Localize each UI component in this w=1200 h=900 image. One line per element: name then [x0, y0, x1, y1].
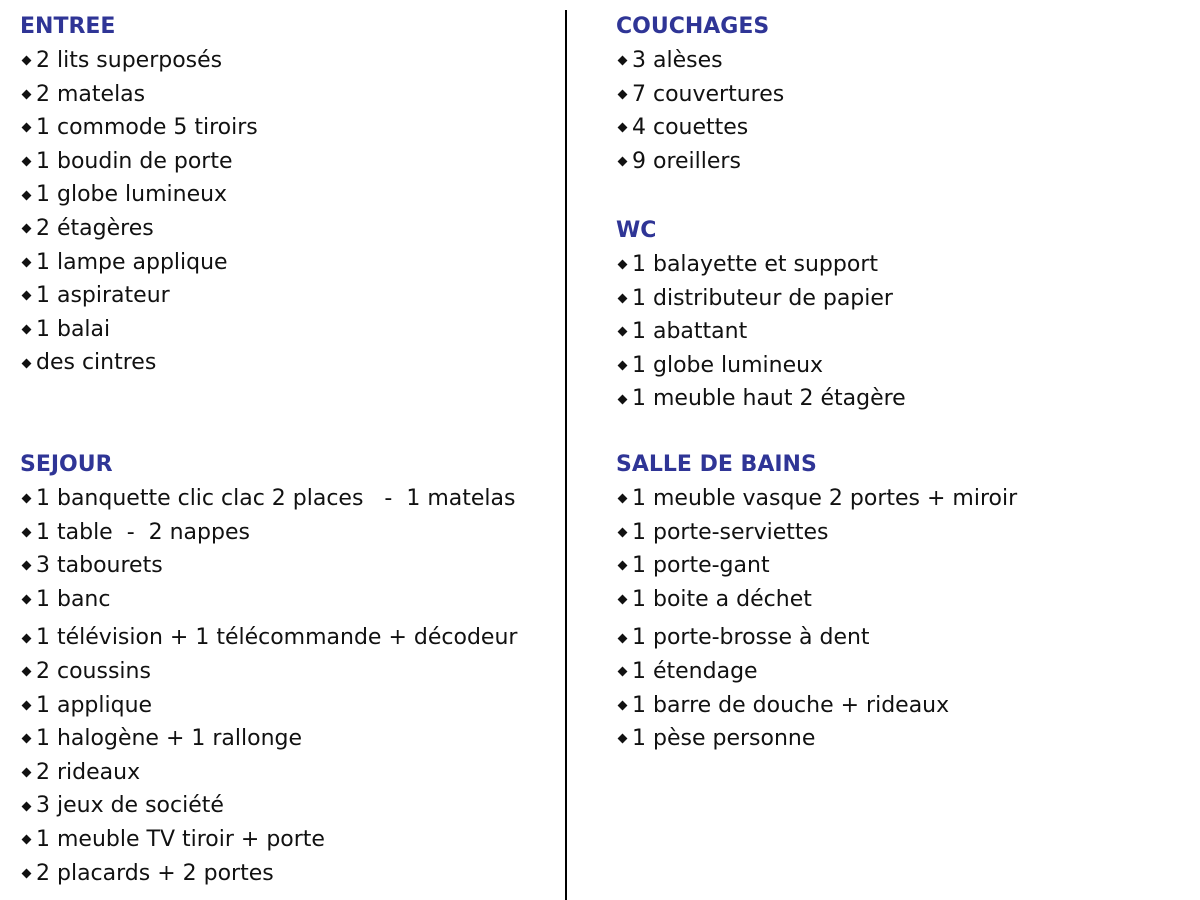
diamond-bullet-icon	[22, 835, 32, 845]
diamond-bullet-icon	[618, 56, 628, 66]
list-item: 1 meuble haut 2 étagère	[616, 382, 906, 416]
diamond-bullet-icon	[22, 700, 32, 710]
diamond-bullet-icon	[22, 325, 32, 335]
diamond-bullet-icon	[618, 734, 628, 744]
list-item: 1 étendage	[616, 655, 1017, 689]
list-item: 7 couvertures	[616, 78, 784, 112]
section-sejour	[20, 448, 517, 890]
diamond-bullet-icon	[22, 494, 32, 504]
section-heading-wc: WC	[616, 218, 657, 243]
diamond-bullet-icon	[22, 291, 32, 301]
list-item: 1 barre de douche + rideaux	[616, 689, 1017, 723]
list-item: 2 matelas	[20, 78, 258, 112]
diamond-bullet-icon	[22, 224, 32, 234]
list-item: 1 globe lumineux	[20, 178, 258, 212]
section-wc	[616, 214, 906, 416]
list-item: 1 télévision + 1 télécommande + décodeur	[20, 621, 517, 655]
list-item: 1 boite a déchet	[616, 583, 1017, 617]
diamond-bullet-icon	[618, 700, 628, 710]
list-item: 3 jeux de société	[20, 789, 517, 823]
list-item: 1 pèse personne	[616, 722, 1017, 756]
diamond-bullet-icon	[618, 561, 628, 571]
diamond-bullet-icon	[22, 768, 32, 778]
list-item: 1 applique	[20, 689, 517, 723]
diamond-bullet-icon	[22, 527, 32, 537]
list-item: 2 étagères	[20, 212, 258, 246]
section-heading-sejour: SEJOUR	[20, 452, 113, 477]
section-entree	[20, 10, 258, 380]
diamond-bullet-icon	[618, 361, 628, 371]
list-item: 1 table - 2 nappes	[20, 516, 517, 550]
list-item: 2 rideaux	[20, 756, 517, 790]
diamond-bullet-icon	[618, 394, 628, 404]
diamond-bullet-icon	[618, 293, 628, 303]
diamond-bullet-icon	[22, 257, 32, 267]
list-item: 1 distributeur de papier	[616, 282, 906, 316]
list-item: 2 lits superposés	[20, 44, 258, 78]
list-item: 1 balayette et support	[616, 248, 906, 282]
left-column	[20, 0, 550, 900]
list-item: 2 coussins	[20, 655, 517, 689]
section-couchages	[616, 10, 784, 178]
diamond-bullet-icon	[22, 123, 32, 133]
diamond-bullet-icon	[22, 667, 32, 677]
diamond-bullet-icon	[618, 123, 628, 133]
section-heading-entree: ENTREE	[20, 14, 116, 39]
list-item: 1 porte-serviettes	[616, 516, 1017, 550]
section-heading-salle-de-bains: SALLE DE BAINS	[616, 452, 817, 477]
list-item: 1 lampe applique	[20, 246, 258, 280]
diamond-bullet-icon	[22, 734, 32, 744]
diamond-bullet-icon	[22, 595, 32, 605]
diamond-bullet-icon	[22, 868, 32, 878]
list-item: des cintres	[20, 346, 258, 380]
diamond-bullet-icon	[22, 157, 32, 167]
list-item: 2 placards + 2 portes	[20, 857, 517, 891]
section-heading-couchages: COUCHAGES	[616, 14, 770, 39]
list-item: 1 commode 5 tiroirs	[20, 111, 258, 145]
list-item: 1 globe lumineux	[616, 349, 906, 383]
list-item: 3 tabourets	[20, 549, 517, 583]
diamond-bullet-icon	[618, 494, 628, 504]
diamond-bullet-icon	[22, 56, 32, 66]
diamond-bullet-icon	[618, 327, 628, 337]
list-item: 9 oreillers	[616, 145, 784, 179]
diamond-bullet-icon	[22, 801, 32, 811]
list-item: 1 halogène + 1 rallonge	[20, 722, 517, 756]
list-item: 1 meuble vasque 2 portes + miroir	[616, 482, 1017, 516]
list-item: 1 porte-brosse à dent	[616, 621, 1017, 655]
right-column	[616, 0, 1176, 900]
diamond-bullet-icon	[22, 561, 32, 571]
diamond-bullet-icon	[618, 157, 628, 167]
diamond-bullet-icon	[22, 89, 32, 99]
column-divider	[565, 10, 567, 900]
list-item: 4 couettes	[616, 111, 784, 145]
list-item: 1 aspirateur	[20, 279, 258, 313]
diamond-bullet-icon	[618, 633, 628, 643]
list-item: 1 balai	[20, 313, 258, 347]
diamond-bullet-icon	[618, 260, 628, 270]
diamond-bullet-icon	[22, 358, 32, 368]
diamond-bullet-icon	[618, 527, 628, 537]
diamond-bullet-icon	[22, 633, 32, 643]
diamond-bullet-icon	[618, 595, 628, 605]
list-item: 1 abattant	[616, 315, 906, 349]
list-item: 1 porte-gant	[616, 549, 1017, 583]
diamond-bullet-icon	[22, 190, 32, 200]
diamond-bullet-icon	[618, 89, 628, 99]
section-salle-de-bains	[616, 448, 1017, 756]
list-item: 1 banquette clic clac 2 places - 1 matelas	[20, 482, 517, 516]
diamond-bullet-icon	[618, 667, 628, 677]
list-item: 3 alèses	[616, 44, 784, 78]
list-item: 1 meuble TV tiroir + porte	[20, 823, 517, 857]
list-item: 1 boudin de porte	[20, 145, 258, 179]
list-item: 1 banc	[20, 583, 517, 617]
